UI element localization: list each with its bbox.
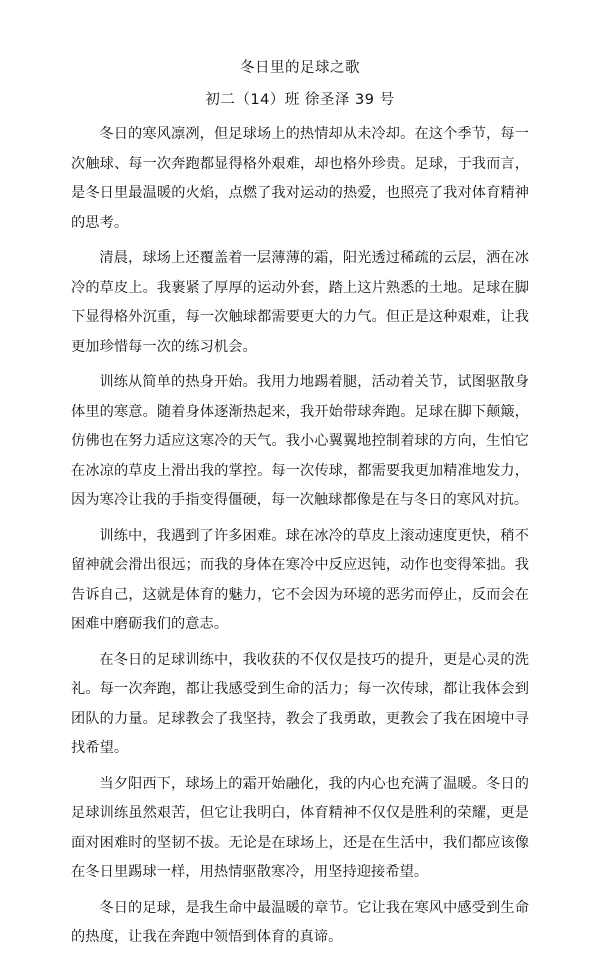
paragraph-4: 训练中，我遇到了许多困难。球在冰冷的草皮上滚动速度更快，稍不留神就会滑出很远；而我的身体在寒冷中反应迟钝，动作也变得笨拙。我告诉自己，这就是体育的魅力，它不会因为环境的恶劣而停止，反而会在困难中磨砺我们的意志。 [71,527,529,632]
paragraph-3: 训练从简单的热身开始。我用力地踢着腿，活动着关节，试图驱散身体里的寒意。随着身体逐渐热起来，我开始带球奔跑。足球在脚下颠簸，仿佛也在努力适应这寒冷的天气。我小心翼翼地控制着球的方向，生怕它在冰凉的草皮上滑出我的掌控。每一次传球，都需要我更加精准地发力，因为寒冷让我的手指变得僵硬，每一次触球都像是在与冬日的寒风对抗。 [71,374,529,508]
paragraph-6: 当夕阳西下，球场上的霜开始融化，我的内心也充满了温暖。冬日的足球训练虽然艰苦，但它让我明白，体育精神不仅仅是胜利的荣耀，更是面对困难时的坚韧不拔。无论是在球场上，还是在生活中，我们都应该像在冬日里踢球一样，用热情驱散寒冷，用坚持迎接希望。 [71,775,529,880]
paragraph-1: 冬日的寒风凛冽，但足球场上的热情却从未冷却。在这个季节，每一次触球、每一次奔跑都显得格外艰难，却也格外珍贵。足球，于我而言，是冬日里最温暖的火焰，点燃了我对运动的热爱，也照亮了我对体育精神的思考。 [71,126,529,231]
essay-title: 冬日里的足球之歌 [240,60,360,76]
paragraph-7: 冬日的足球，是我生命中最温暖的章节。它让我在寒风中感受到生命的热度，让我在奔跑中领悟到体育的真谛。 [71,899,529,945]
paragraph-5: 在冬日的足球训练中，我收获的不仅仅是技巧的提升，更是心灵的洗礼。每一次奔跑，都让我感受到生命的活力；每一次传球，都让我体会到团队的力量。足球教会了我坚持，教会了我勇敢，更教会了我在困境中寻找希望。 [71,651,529,756]
author-byline: 初二（14）班 徐圣泽 39 号 [205,92,395,108]
paragraph-2: 清晨，球场上还覆盖着一层薄薄的霜，阳光透过稀疏的云层，洒在冰冷的草皮上。我裹紧了厚厚的运动外套，踏上这片熟悉的土地。足球在脚下显得格外沉重，每一次触球都需要更大的力气。但正是这种艰难，让我更加珍惜每一次的练习机会。 [71,250,529,355]
